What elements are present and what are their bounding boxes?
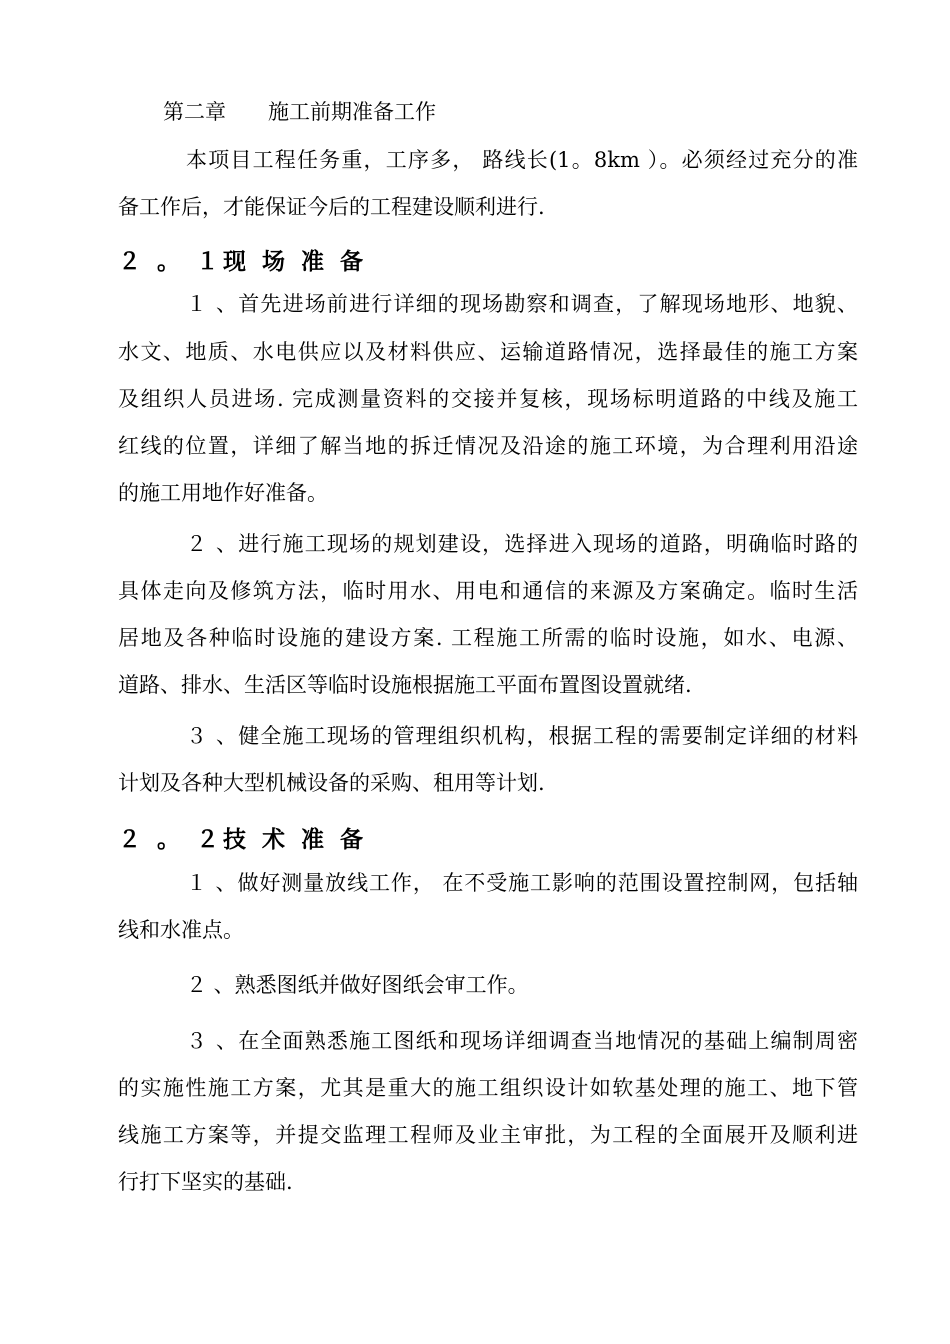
paragraph-line: 行打下坚实的基础. [118, 1170, 293, 1194]
paragraph-line: 的施工用地作好准备。 [118, 481, 328, 505]
paragraph-line: 的实施性施工方案，尤其是重大的施工组织设计如软基处理的施工、地下管 [118, 1076, 858, 1100]
chapter-number: 第二章 [163, 100, 226, 124]
paragraph-line: 计划及各种大型机械设备的采购、租用等计划. [118, 771, 545, 795]
paragraph-line: ３ 、健全施工现场的管理组织机构，根据工程的需要制定详细的材料 [186, 724, 858, 748]
paragraph-line: ３ 、在全面熟悉施工图纸和现场详细调查当地情况的基础上编制周密 [186, 1029, 858, 1053]
paragraph-line: 具体走向及修筑方法，临时用水、用电和通信的来源及方案确定。临时生活 [118, 579, 858, 603]
paragraph-line: １ 、首先进场前进行详细的现场勘察和调查，了解现场地形、地貌、 [186, 292, 858, 316]
paragraph-line: １ 、做好测量放线工作， 在不受施工影响的范围设置控制网，包括轴 [186, 871, 858, 895]
paragraph-line: 线和水准点。 [118, 918, 244, 942]
intro-line: 备工作后，才能保证今后的工程建设顺利进行. [118, 195, 545, 219]
paragraph-line: 红线的位置，详细了解当地的拆迁情况及沿途的施工环境，为合理利用沿途 [118, 434, 858, 458]
paragraph-line: 居地及各种临时设施的建设方案. 工程施工所需的临时设施，如水、电源、 [118, 626, 858, 650]
section-heading-technical-preparation: ２ 。 ２技 术 准 备 [118, 826, 368, 853]
paragraph-line: 线施工方案等，并提交监理工程师及业主审批，为工程的全面展开及顺利进 [118, 1123, 858, 1147]
chapter-name: 施工前期准备工作 [268, 100, 436, 124]
paragraph-line: ２ 、熟悉图纸并做好图纸会审工作。 [186, 973, 529, 997]
section-heading-site-preparation: ２ 。 １现 场 准 备 [118, 248, 368, 275]
intro-line: 本项目工程任务重，工序多， 路线长(1。8km ）。必须经过充分的准 [186, 148, 858, 172]
chapter-title [163, 98, 436, 126]
paragraph-line: 及组织人员进场. 完成测量资料的交接并复核，现场标明道路的中线及施工 [118, 387, 858, 411]
paragraph-line: 水文、地质、水电供应以及材料供应、运输道路情况，选择最佳的施工方案 [118, 340, 858, 364]
paragraph-line: ２ 、进行施工现场的规划建设，选择进入现场的道路，明确临时路的 [186, 532, 858, 556]
paragraph-line: 道路、排水、生活区等临时设施根据施工平面布置图设置就绪. [118, 673, 692, 697]
